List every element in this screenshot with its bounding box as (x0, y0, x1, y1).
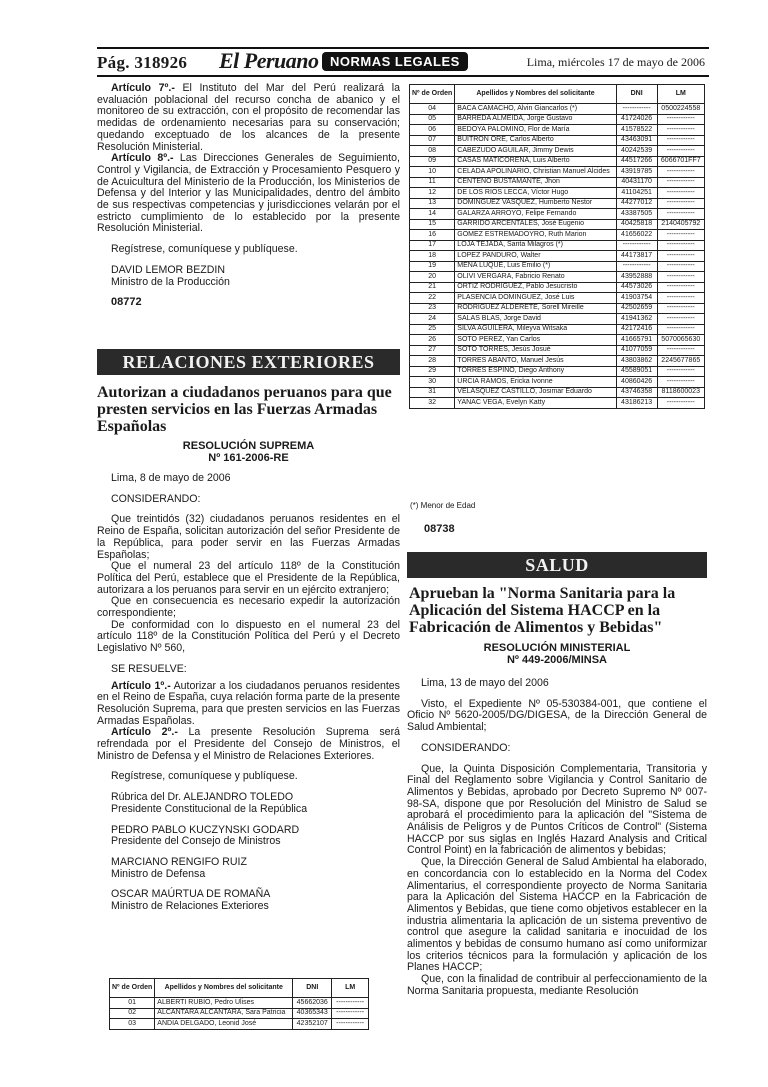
row-order-number: 14 (410, 209, 455, 220)
row-order-number: 30 (410, 377, 455, 388)
row-lm: ------------ (657, 230, 704, 241)
row-lm: ------------ (657, 303, 704, 314)
row-order-number: 28 (410, 356, 455, 367)
row-lm: ------------ (657, 324, 704, 335)
header-bottom-rule (97, 75, 709, 77)
row-applicant-name: BEDOYA PALOMINO, Flor de María (455, 125, 616, 136)
rree-paragraph-1: Que treintidós (32) ciudadanos peruanos residentes en el Reino de España, solicitan autorización del señor Presidente de la República, para poder servir en las Fuerzas Armadas Españolas; (97, 513, 400, 561)
rree-se-resuelve: SE RESUELVE: (111, 662, 187, 675)
table-row (410, 114, 705, 125)
produce-section (97, 83, 400, 309)
row-lm: ------------ (657, 114, 704, 125)
row-order-number: 16 (410, 230, 455, 241)
row-order-number: 07 (410, 135, 455, 146)
table-row (410, 240, 705, 251)
applicants-table-part-2 (409, 84, 705, 409)
rree-signer-3-title: Ministro de Defensa (111, 867, 206, 880)
section-badge: NORMAS LEGALES (322, 52, 468, 71)
row-order-number: 18 (410, 251, 455, 262)
produce-article-7: Artículo 7º.- El Instituto del Mar del Perú realizará la evaluación poblacional del recurso concha de abanico y el monitoreo de su extracción, con el propósito de recomendar las medidas de ordenamiento necesarias para su conservación; quedando exceptuado de los alcances de la presente Resolución Ministerial. (97, 82, 400, 153)
table-row (110, 1008, 369, 1019)
row-lm: ------------ (657, 167, 704, 178)
row-applicant-name: MENA LUQUE, Luis Emilio (*) (455, 261, 616, 272)
issue-date: Lima, miércoles 17 de mayo de 2006 (526, 55, 705, 69)
row-dni: 43463091 (616, 135, 657, 146)
rree-headline: Autorizan a ciudadanos peruanos para que presten servicios en las Fuerzas Armadas Españolas (97, 384, 392, 435)
row-lm: ------------ (657, 282, 704, 293)
row-order-number: 25 (410, 324, 455, 335)
row-dni: 43919785 (616, 167, 657, 178)
row-dni: 45589051 (616, 366, 657, 377)
row-applicant-name: PLASENCIA DOMINGUEZ, José Luis (455, 293, 616, 304)
row-dni: 40860426 (616, 377, 657, 388)
rree-article-2: Artículo 2º.- La presente Resolución Suprema será refrendada por el Presidente del Consejo de Ministros, el Ministro de Defensa y el Ministro de Relaciones Exteriores. (97, 726, 400, 762)
rree-signer-4-name: OSCAR MAÚRTUA DE ROMAÑA (111, 888, 271, 901)
produce-code: 08772 (111, 296, 142, 309)
row-order-number: 31 (410, 387, 455, 398)
row-applicant-name: OLIVI VERGARA, Fabricio Renato (455, 272, 616, 283)
row-lm: 5070065630 (657, 335, 704, 346)
row-dni: 41656022 (616, 230, 657, 241)
table-row (410, 314, 705, 325)
header-top-rule (97, 47, 709, 49)
row-order-number: 04 (410, 104, 455, 115)
table-row (410, 356, 705, 367)
row-applicant-name: SOTO TORRES, Jesús Josué (455, 345, 616, 356)
col-header-order: Nº de Orden (410, 85, 455, 104)
row-order-number: 05 (410, 114, 455, 125)
rree-section-banner: RELACIONES EXTERIORES (97, 349, 400, 375)
col-header-name: Apellidos y Nombres del solicitante (155, 979, 293, 998)
col-header-lm: LM (657, 85, 704, 104)
table-row (410, 345, 705, 356)
table-row (410, 219, 705, 230)
rree-paragraph-4: De conformidad con lo dispuesto en el numeral 23 del artículo 118º de la Constitución Política del Perú y el Decreto Legislativo Nº 560, (97, 618, 400, 655)
row-lm: ------------ (657, 198, 704, 209)
row-dni: 42352107 (293, 1019, 332, 1030)
table-row (110, 1019, 369, 1030)
salud-paragraph-3: Que, con la finalidad de contribuir al perfeccionamiento de la Norma Sanitaria propuesta, mediante Resolución (407, 973, 707, 997)
newspaper-logo: El Peruano (219, 48, 319, 73)
table-row (410, 146, 705, 157)
col-header-dni: DNI (616, 85, 657, 104)
page-number: Pág. 318926 (97, 53, 188, 72)
salud-considerando: CONSIDERANDO: (421, 741, 511, 754)
salud-resolution-type: RESOLUCIÓN MINISTERIAL (483, 642, 631, 654)
row-lm: ------------ (657, 377, 704, 388)
row-dni: 44573026 (616, 282, 657, 293)
col-header-name: Apellidos y Nombres del solicitante (455, 85, 616, 104)
row-lm: 8118600023 (657, 387, 704, 398)
row-order-number: 26 (410, 335, 455, 346)
row-lm: ------------ (657, 293, 704, 304)
row-applicant-name: URCIA RAMOS, Ericka Ivonne (455, 377, 616, 388)
rree-paragraph-2: Que el numeral 23 del artículo 118º de la Constitución Política del Perú, establece que el Presidente de la República, autorizara a los peruanos para servir en un ejército extranjero; (97, 560, 400, 596)
salud-headline: Aprueban la "Norma Sanitaria para la Aplicación del Sistema HACCP en la Fabricación de Alimentos y Bebidas" (409, 585, 676, 636)
row-lm: 2140405792 (657, 219, 704, 230)
table-row (410, 177, 705, 188)
salud-paragraph-1: Que, la Quinta Disposición Complementaria, Transitoria y Final del Reglamento sobre Vigilancia y Control Sanitario de Alimentos y Bebidas, aprobado por Decreto Supremo Nº 007-98-SA, dispone que por Resolución del Ministro de Salud se aprobará el procedimiento para la aplicación del "Sistema de Análisis de Peligros y de Puntos Críticos de Control" (Sistema HACCP por sus siglas en Inglés Hazard Analysis and Critical Control Point) en la fabricación de alimentos y bebidas; (407, 762, 707, 857)
row-order-number: 06 (410, 125, 455, 136)
row-order-number: 10 (410, 167, 455, 178)
row-applicant-name: CELADA APOLINARIO, Christian Manuel Alcides (455, 167, 616, 178)
row-dni: 41665791 (616, 335, 657, 346)
col-header-order: Nº de Orden (110, 979, 155, 998)
rree-signer-2-name: PEDRO PABLO KUCZYNSKI GODARD (111, 823, 300, 836)
row-dni: 43952888 (616, 272, 657, 283)
row-dni: 43803862 (616, 356, 657, 367)
table-row (410, 387, 705, 398)
row-lm: ------------ (332, 1019, 369, 1030)
table-row (410, 293, 705, 304)
row-order-number: 17 (410, 240, 455, 251)
row-lm: ------------ (657, 345, 704, 356)
article-lead: Artículo 8º.- (111, 152, 174, 165)
row-applicant-name: CENTENO BUSTAMANTE, Jhon (455, 177, 616, 188)
table-row (410, 125, 705, 136)
row-lm: ------------ (657, 261, 704, 272)
row-order-number: 12 (410, 188, 455, 199)
row-lm: ------------ (657, 209, 704, 220)
rree-paragraph-3: Que en consecuencia es necesario expedir la autorización correspondiente; (97, 595, 400, 620)
row-applicant-name: DOMINGUEZ VASQUEZ, Humberto Nestor (455, 198, 616, 209)
row-lm: 6066701FF7 (657, 156, 704, 167)
row-order-number: 27 (410, 345, 455, 356)
rree-code: 08738 (424, 523, 455, 535)
table-row (410, 335, 705, 346)
row-applicant-name: CABEZUDO AGUILAR, Jimmy Dewis (455, 146, 616, 157)
row-dni: 41941362 (616, 314, 657, 325)
produce-closing: Regístrese, comuníquese y publíquese. (111, 243, 298, 256)
row-dni: 43186213 (616, 398, 657, 409)
row-applicant-name: ORTIZ RODRIGUEZ, Pablo Jesucristo (455, 282, 616, 293)
row-applicant-name: GARRIDO ARCENTALES, José Eugenio (455, 219, 616, 230)
salud-paragraph-2: Que, la Dirección General de Salud Ambiental ha elaborado, en concordancia con lo establecido en la Norma del Codex Alimentarius, el correspondiente proyecto de Norma Sanitaria para la Aplicación del Sistema HACCP en la Fabricación de Alimentos y Bebidas, que tiene como objetivos establecer en la industria alimentaria la aplicación de un sistema preventivo de control que asegure la calidad sanitaria e inocuidad de los alimentos y bebidas de consumo humano así como uniformizar los criterios técnicos para la formulación y aplicación de los Planes HACCP; (407, 856, 707, 974)
row-applicant-name: GOMEZ ESTREMADOYRO, Ruth Marion (455, 230, 616, 241)
row-order-number: 21 (410, 282, 455, 293)
row-order-number: 09 (410, 156, 455, 167)
salud-body (407, 678, 707, 998)
table-row (410, 377, 705, 388)
row-lm: ------------ (657, 177, 704, 188)
row-lm: ------------ (657, 366, 704, 377)
salud-place-date: Lima, 13 de mayo del 2006 (421, 677, 549, 689)
row-dni: 42172416 (616, 324, 657, 335)
rree-considerando: CONSIDERANDO: (111, 492, 201, 505)
row-dni: 40425818 (616, 219, 657, 230)
row-applicant-name: RODRIGUEZ ALDERETE, Sorell Mireille (455, 303, 616, 314)
row-applicant-name: ALCANTARA ALCANTARA, Sara Patricia (155, 1008, 293, 1019)
row-lm: 2245677865 (657, 356, 704, 367)
row-order-number: 13 (410, 198, 455, 209)
produce-signer-title: Ministro de la Producción (111, 275, 230, 288)
table-row (110, 998, 369, 1009)
row-lm: ------------ (332, 998, 369, 1009)
row-order-number: 19 (410, 261, 455, 272)
row-applicant-name: LOPEZ PANDURO, Walter (455, 251, 616, 262)
row-order-number: 24 (410, 314, 455, 325)
row-dni: ------------ (616, 104, 657, 115)
row-applicant-name: GALARZA ARROYO, Felipe Fernando (455, 209, 616, 220)
row-applicant-name: DE LOS RIOS LECCA, Víctor Hugo (455, 188, 616, 199)
produce-article-8: Artículo 8º.- Las Direcciones Generales de Seguimiento, Control y Vigilancia, de Extracción y Procesamiento Pesquero y de Acuicultura del Ministerio de la Producción, los Ministerios de Defensa y del Interior y las Municipalidades, dentro del ámbito de sus respectivas competencias y jurisdicciones velarán por el estricto cumplimiento de lo establecido por la presente Resolución Ministerial. (97, 152, 400, 235)
row-order-number: 22 (410, 293, 455, 304)
row-lm: 0500224558 (657, 104, 704, 115)
row-order-number: 20 (410, 272, 455, 283)
article-lead: Artículo 7º.- (111, 82, 175, 94)
row-lm: ------------ (657, 240, 704, 251)
salud-section-banner: SALUD (407, 552, 707, 578)
row-lm: ------------ (332, 1008, 369, 1019)
row-dni: 40431170 (616, 177, 657, 188)
table-row (410, 272, 705, 283)
row-applicant-name: YANAC VEGA, Evelyn Katty (455, 398, 616, 409)
col-header-lm: LM (332, 979, 369, 998)
rree-signer-4-title: Ministro de Relaciones Exteriores (111, 900, 269, 913)
rree-closing: Regístrese, comuníquese y publíquese. (111, 770, 298, 783)
table-row (410, 398, 705, 409)
rree-signer-1-name: Rúbrica del Dr. ALEJANDRO TOLEDO (111, 791, 294, 804)
row-lm: ------------ (657, 146, 704, 157)
table-row (410, 209, 705, 220)
row-order-number: 01 (110, 998, 155, 1009)
row-dni: 41903754 (616, 293, 657, 304)
row-dni: 44277012 (616, 198, 657, 209)
row-applicant-name: CASAS MATICORENA, Luis Alberto (455, 156, 616, 167)
row-lm: ------------ (657, 251, 704, 262)
row-dni: 40365343 (293, 1008, 332, 1019)
row-dni: ------------ (616, 240, 657, 251)
row-dni: 41578522 (616, 125, 657, 136)
row-order-number: 23 (410, 303, 455, 314)
row-order-number: 08 (410, 146, 455, 157)
rree-article-1: Artículo 1º.- Autorizar a los ciudadanos peruanos residentes en el Reino de España, cuya relación forma parte de la presente Resolución Suprema, para que presten servicios en las Fuerzas Armadas Españolas. (97, 679, 400, 727)
row-order-number: 15 (410, 219, 455, 230)
row-applicant-name: BACA CAMACHO, Alvin Giancarlos (*) (455, 104, 616, 115)
row-applicant-name: VELASQUEZ CASTILLO, Josimar Eduardo (455, 387, 616, 398)
row-dni: 44173817 (616, 251, 657, 262)
table-row (410, 198, 705, 209)
row-order-number: 02 (110, 1008, 155, 1019)
table-row (410, 230, 705, 241)
row-applicant-name: ANDIA DELGADO, Leonid José (155, 1019, 293, 1030)
row-order-number: 29 (410, 366, 455, 377)
rree-signer-3-name: MARCIANO RENGIFO RUIZ (111, 855, 247, 868)
applicants-table-part-1 (109, 978, 369, 1030)
salud-visto: Visto, el Expediente Nº 05-530384-001, que contiene el Oficio Nº 5620-2005/DG/DIGESA, de la Dirección General de Salud Ambiental; (407, 697, 707, 734)
row-order-number: 03 (110, 1019, 155, 1030)
rree-resolution-number: Nº 161-2006-RE (208, 452, 289, 464)
table-row (410, 135, 705, 146)
row-dni: 45662036 (293, 998, 332, 1009)
table-row (410, 282, 705, 293)
article-lead: Artículo 1º.- (111, 679, 171, 692)
row-applicant-name: ALBERTI RUBIO, Pedro Ulises (155, 998, 293, 1009)
row-dni: 43746358 (616, 387, 657, 398)
table-header-row (410, 85, 705, 104)
row-order-number: 32 (410, 398, 455, 409)
row-applicant-name: BARREDA ALMEIDA, Jorge Gustavo (455, 114, 616, 125)
row-dni: 44517266 (616, 156, 657, 167)
row-applicant-name: TORRES ESPINO, Diego Anthony (455, 366, 616, 377)
row-lm: ------------ (657, 398, 704, 409)
row-dni: ------------ (616, 261, 657, 272)
table-row (410, 261, 705, 272)
table-row (410, 188, 705, 199)
rree-resolution-type: RESOLUCIÓN SUPREMA (182, 440, 315, 452)
salud-resolution-number: Nº 449-2006/MINSA (506, 654, 607, 666)
row-applicant-name: SOTO PEREZ, Yan Carlos (455, 335, 616, 346)
row-dni: 40242539 (616, 146, 657, 157)
row-lm: ------------ (657, 125, 704, 136)
rree-signer-2-title: Presidente del Consejo de Ministros (111, 835, 281, 848)
row-applicant-name: TORRES ABANTO, Manuel Jesús (455, 356, 616, 367)
row-dni: 41724026 (616, 114, 657, 125)
article-lead: Artículo 2º.- (111, 726, 178, 739)
rree-place-date: Lima, 8 de mayo de 2006 (111, 472, 231, 484)
row-lm: ------------ (657, 188, 704, 199)
produce-signer: DAVID LEMOR BEZDIN (111, 263, 225, 276)
row-lm: ------------ (657, 314, 704, 325)
table-row (410, 324, 705, 335)
row-dni: 41104251 (616, 188, 657, 199)
row-applicant-name: BUITRON ORE, Carlos Alberto (455, 135, 616, 146)
table-row (410, 156, 705, 167)
table-header-row (110, 979, 369, 998)
col-header-dni: DNI (293, 979, 332, 998)
row-dni: 41077059 (616, 345, 657, 356)
table-footnote: (*) Menor de Edad (410, 501, 476, 510)
row-dni: 42502659 (616, 303, 657, 314)
row-applicant-name: SILVA AGUILERA, Mileyva Witsaka (455, 324, 616, 335)
row-order-number: 11 (410, 177, 455, 188)
table-row (410, 303, 705, 314)
row-lm: ------------ (657, 272, 704, 283)
rree-signer-1-title: Presidente Constitucional de la República (111, 802, 308, 815)
row-lm: ------------ (657, 135, 704, 146)
table-row (410, 251, 705, 262)
row-dni: 43387505 (616, 209, 657, 220)
table-row (410, 167, 705, 178)
row-applicant-name: LOJA TEJADA, Sarita Milagros (*) (455, 240, 616, 251)
table-row (410, 104, 705, 115)
rree-body (97, 473, 400, 913)
table-row (410, 366, 705, 377)
row-applicant-name: SALAS BLAS, Jorge David (455, 314, 616, 325)
